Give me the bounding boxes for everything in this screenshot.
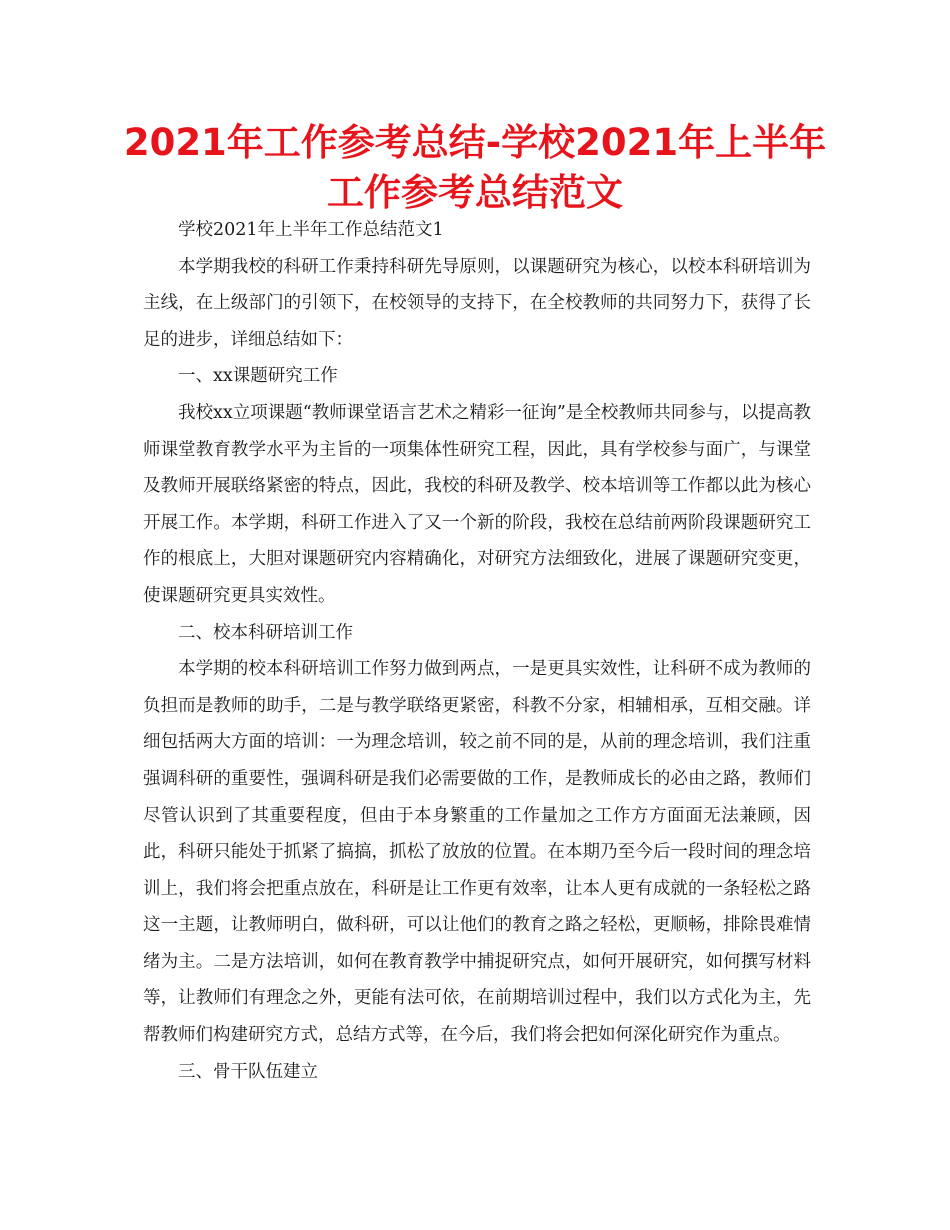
section-heading-1: 一、xx课题研究工作 (178, 366, 338, 387)
section-heading-3: 三、骨干队伍建立 (178, 1061, 318, 1082)
paragraph-section-1: 我校xx立项课题“教师课堂语言艺术之精彩一征询”是全校教师共同参与，以提高教师课堂教育教学水平为主旨的一项集体性研究工程，因此，具有学校参与面广，与课堂及教师开展联络紧密的特点，因此，我校的科研及教学、校本培训等工作都以此为核心开展工作。本学期，科研工作进入了又一个新的阶段，我校在总结前两阶段课题研究工作的根底上，大胆对课题研究内容精确化，对研究方法细致化，进展了课题研究变更，使课题研究更具实效性。 (143, 402, 811, 606)
document-title: 2021年工作参考总结-学校2021年上半年工作参考总结范文 (123, 121, 827, 214)
section-heading-2: 二、校本科研培训工作 (178, 622, 353, 643)
document-body (143, 212, 811, 1090)
paragraph-section-2: 本学期的校本科研培训工作努力做到两点，一是更具实效性，让科研不成为教师的负担而是教师的助手，二是与教学联络更紧密，科教不分家，相辅相承，互相交融。详细包括两大方面的培训：一为理念培训，较之前不同的是，从前的理念培训，我们注重强调科研的重要性，强调科研是我们必需要做的工作，是教师成长的必由之路，教师们尽管认识到了其重要程度，但由于本身繁重的工作量加之工作方方面面无法兼顾，因此，科研只能处于抓紧了搞搞，抓松了放放的位置。在本期乃至今后一段时间的理念培训上，我们将会把重点放在，科研是让工作更有效率，让本人更有成就的一条轻松之路这一主题，让教师明白，做科研，可以让他们的教育之路之轻松，更顺畅，排除畏难情绪为主。二是方法培训，如何在教育教学中捕捉研究点，如何开展研究，如何撰写材料等，让教师们有理念之外，更能有法可依，在前期培训过程中，我们以方式化为主，先帮教师们构建研究方式，总结方式等，在今后，我们将会把如何深化研究作为重点。 (143, 659, 811, 1046)
paragraph-intro: 本学期我校的科研工作秉持科研先导原则，以课题研究为核心，以校本科研培训为主线，在上级部门的引领下，在校领导的支持下，在全校教师的共同努力下，获得了长足的进步，详细总结如下： (143, 256, 811, 350)
paragraph-subtitle: 学校2021年上半年工作总结范文1 (178, 220, 444, 240)
